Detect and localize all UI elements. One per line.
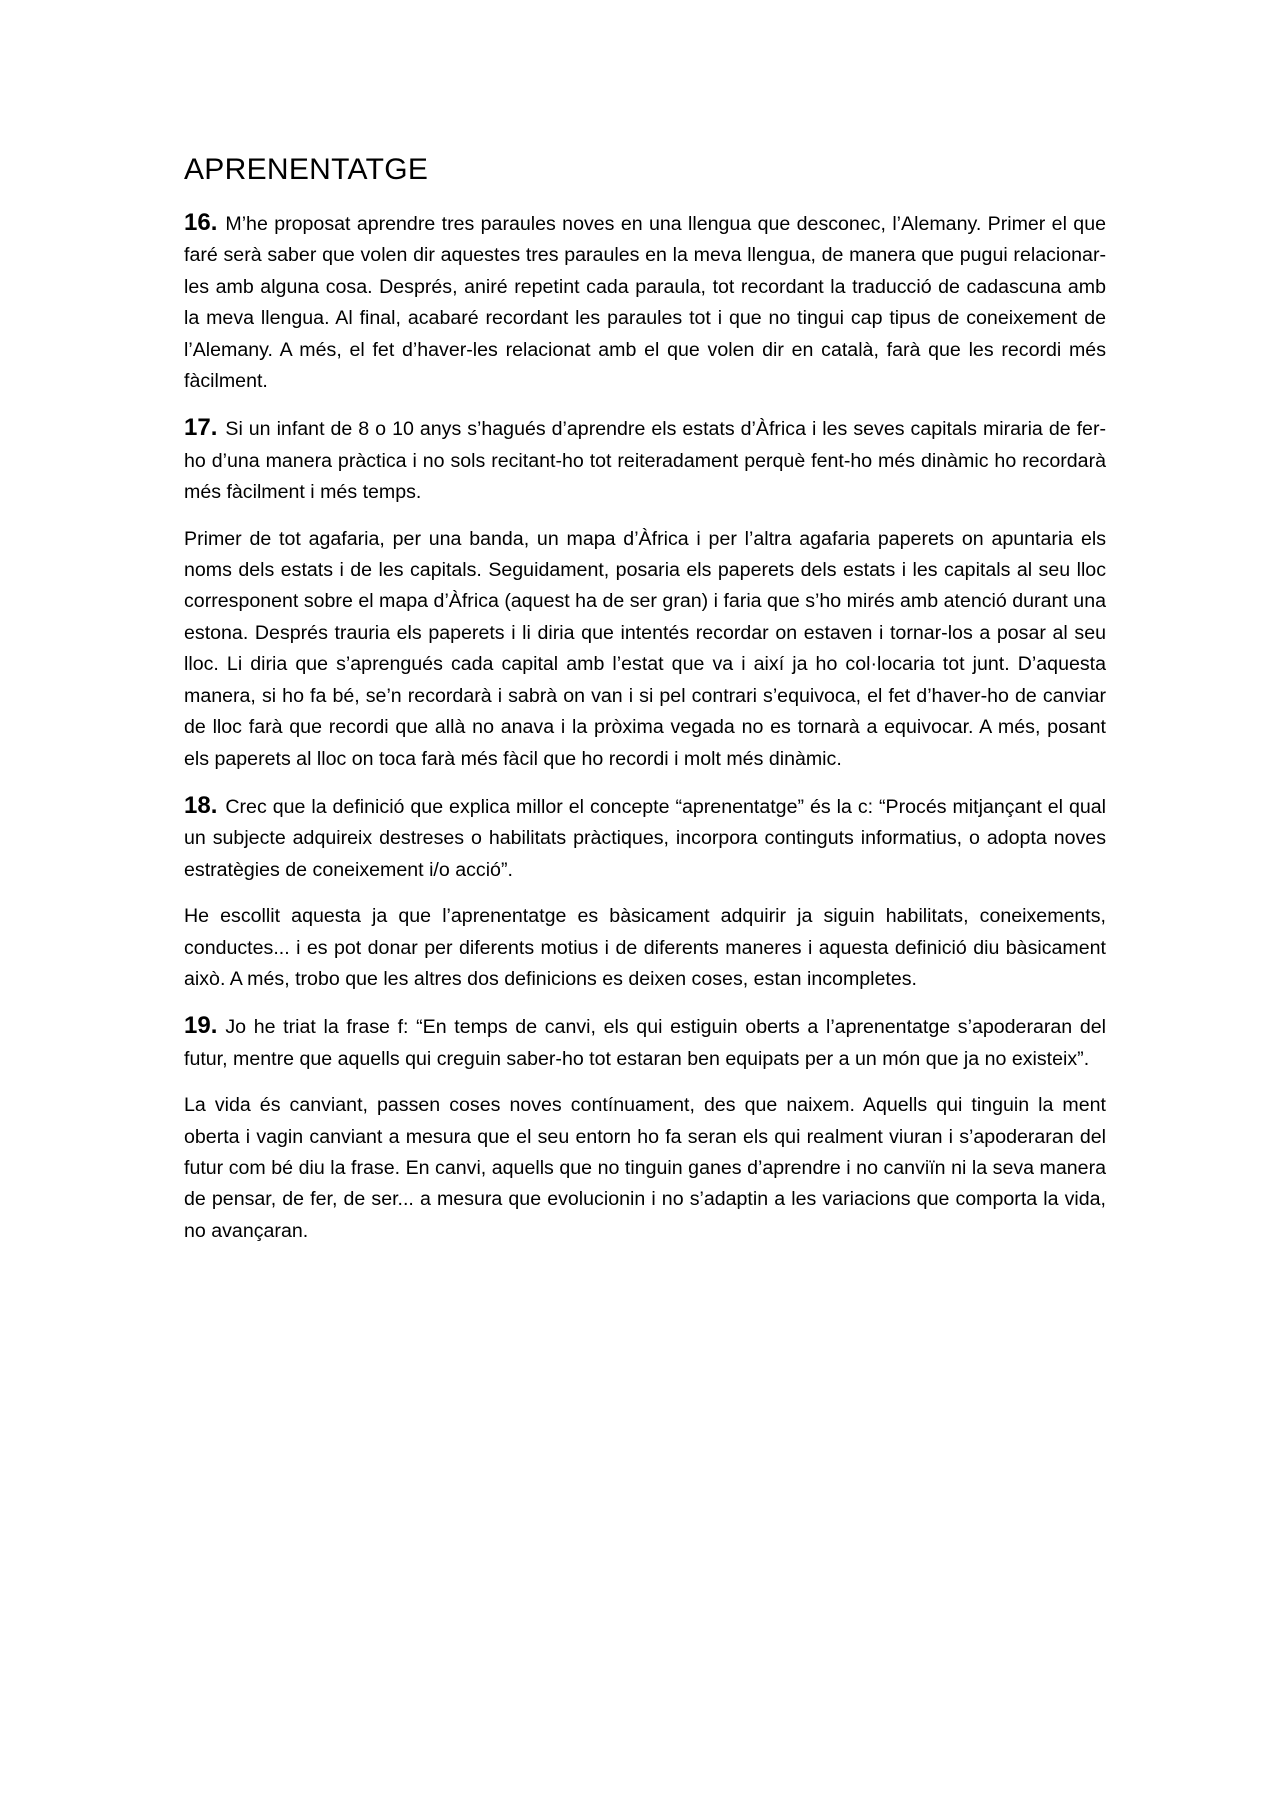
answer-16-text-1: M’he proposat aprendre tres paraules noves en una llengua que desconec, l’Alemany. Primer el que faré serà saber que volen dir aquestes tres paraules en la meva llengua, de manera que pugui relacionar-les amb alguna cosa. Després, aniré repetint cada paraula, tot recordant la traducció de cadascuna amb la meva llengua. Al final, acabaré recordant les paraules tot i que no tingui cap tipus de coneixement de l’Alemany. A més, el fet d’haver-les relacionat amb el que volen dir en català, farà que les recordi més fàcilment.	[184, 213, 1106, 393]
answer-17-paragraph-1	[184, 412, 1106, 508]
answer-18-number: 18.	[184, 791, 218, 819]
answer-19-text-1: Jo he triat la frase f: “En temps de canvi, els qui estiguin oberts a l’aprenentatge s’apoderaran del futur, mentre que aquells qui creguin saber-ho tot estaran ben equipats per a un món que ja no existeix”.	[184, 1016, 1106, 1070]
answer-18-paragraph-2: He escollit aquesta ja que l’aprenentatge es bàsicament adquirir ja siguin habilitats, coneixements, conductes... i es pot donar per diferents motius i de diferents maneres i aquesta definició diu bàsicament això. A més, trobo que les altres dos definicions es deixen coses, estan incompletes.	[184, 905, 1106, 990]
answer-17-number: 17.	[184, 414, 218, 442]
document-title: APRENENTATGE	[184, 153, 429, 186]
answer-19-paragraph-2: La vida és canviant, passen coses noves contínuament, des que naixem. Aquells qui tinguin la ment oberta i vagin canviant a mesura que el seu entorn ho fa seran els qui realment viuran i s’apoderaran del futur com bé diu la frase. En canvi, aquells que no tinguin ganes d’aprendre i no canviïn ni la seva manera de pensar, de fer, de ser... a mesura que evolucionin i no s’adaptin a les variacions que comporta la vida, no avançaran.	[184, 1094, 1106, 1242]
answer-17-paragraph-2: Primer de tot agafaria, per una banda, un mapa d’Àfrica i per l’altra agafaria paperets on apuntaria els noms dels estats i de les capitals. Seguidament, posaria els paperets dels estats i les capitals al seu lloc corresponent sobre el mapa d’Àfrica (aquest ha de ser gran) i faria que s’ho mirés amb atenció durant una estona. Després trauria els paperets i li diria que intentés recordar on estaven i tornar-los a posar al seu lloc. Li diria que s’aprengués cada capital amb l’estat que va i així ja ho col·locaria tot junt. D’aquesta manera, si ho fa bé, se’n recordarà i sabrà on van i si pel contrari s’equivoca, el fet d’haver-ho de canviar de lloc farà que recordi que allà no anava i la pròxima vegada no es tornarà a equivocar. A més, posant els paperets al lloc on toca farà més fàcil que ho recordi i molt més dinàmic.	[184, 527, 1106, 770]
answer-18-text-1: Crec que la definició que explica millor el concepte “aprenentatge” és la c: “Procés mitjançant el qual un subjecte adquireix destreses o habilitats pràctiques, incorpora continguts informatius, o adopta noves estratègies de coneixement i/o acció”.	[184, 795, 1106, 881]
answer-19-number: 19.	[184, 1012, 218, 1040]
answer-17-text-1: Si un infant de 8 o 10 anys s’hagués d’aprendre els estats d’Àfrica i les seves capitals miraria de fer-ho d’una manera pràctica i no sols recitant-ho tot reiteradament perquè fent-ho més dinàmic ho recordarà més fàcilment i més temps.	[184, 418, 1106, 504]
document-page	[184, 150, 1106, 1262]
answer-18-paragraph-1	[184, 790, 1106, 886]
answer-16-paragraph-1	[184, 207, 1106, 397]
answer-16-number: 16.	[184, 209, 218, 236]
answer-19-paragraph-1	[184, 1010, 1106, 1075]
